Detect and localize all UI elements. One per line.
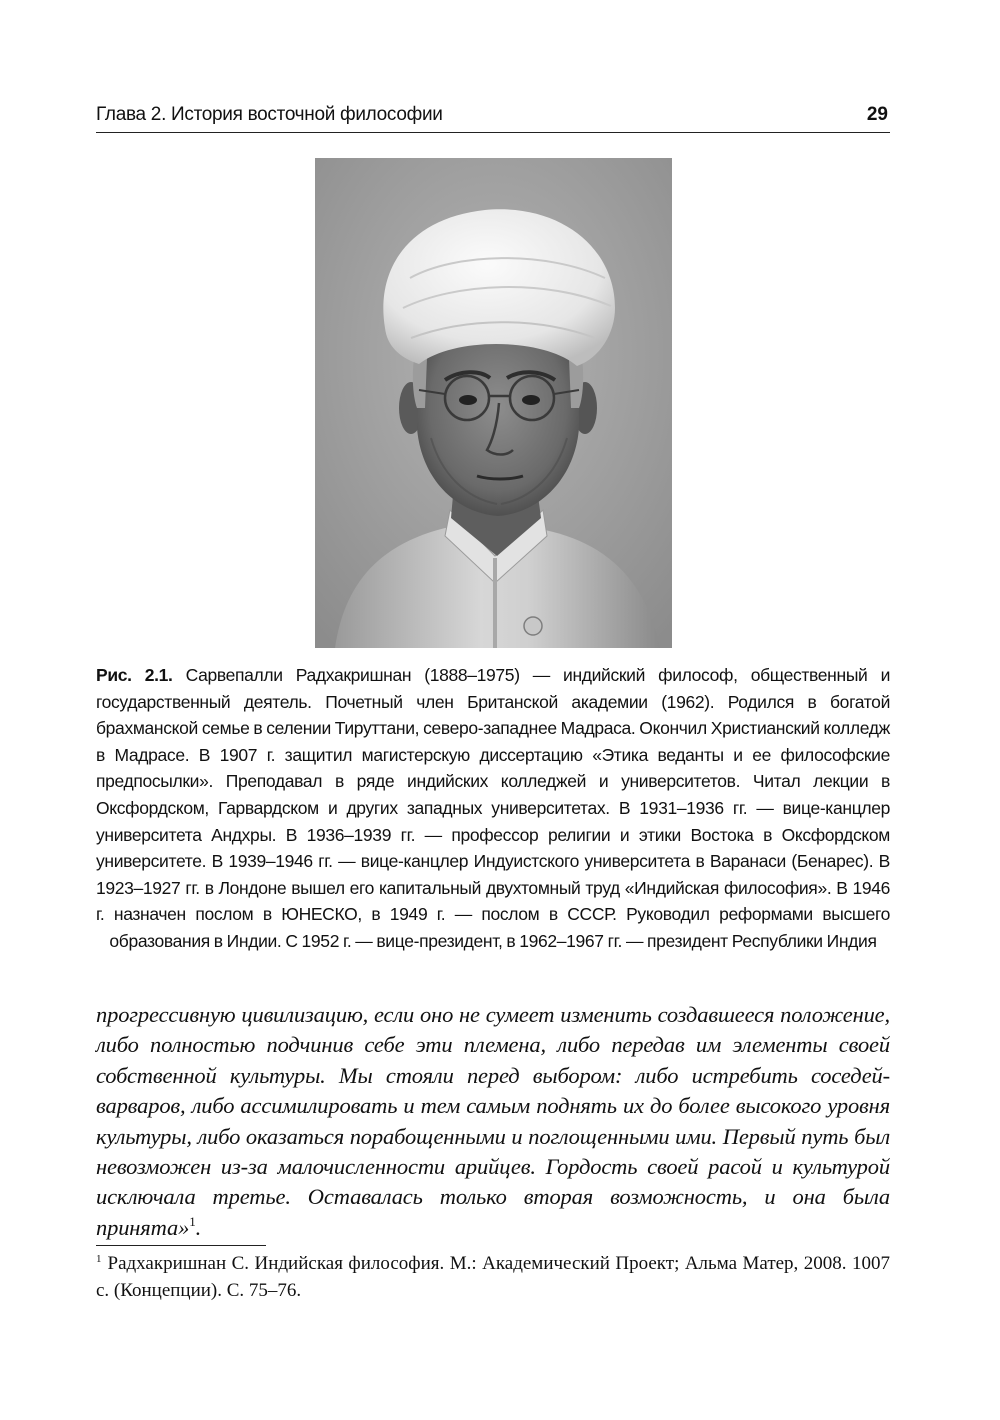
figure-caption [96,662,890,955]
footnote-reference: 1 [189,1213,196,1229]
page-number: 29 [866,104,888,125]
figure-caption-text: Сарвепалли Радхакришнан (1888–1975) — индийский философ, общественный и государственный деятель. Почетный член Британской академии (1962). Родился в богатой брахманской семье в селении Тируттани, северо-западнее Мадраса. Окончил Христианский колледж в Мадрасе. В 1907 г. защитил магистерскую диссертацию «Этика веданты и ее философские предпосылки». Преподавал в ряде индийских колледжей и университетов. Читал лекции в Оксфордском, Гарвардском и других западных университетах. В 1931–1936 гг. — вице-канцлер университета Андхры. В 1936–1939 гг. — профессор религии и этики Востока в Оксфордском университете. В 1939–1946 гг. — вице-канцлер Индуистского университета в Варанаси (Бенарес). В 1923–1927 гг. в Лондоне вышел его капитальный двухтомный труд «Индийская философия». В 1946 г. назначен послом в ЮНЕСКО, в 1949 г. — послом в СССР. Руководил реформами высшего образования в Индии. С 1952 г. — вице-президент, в 1962–1967 гг. — президент Республики Индия [96,665,890,951]
quote-end: . [195,1214,202,1240]
portrait-photo [315,158,672,648]
quote-paragraph [96,1000,890,1243]
figure-label: Рис. 2.1. [96,665,173,685]
footnote [96,1250,890,1304]
header-divider [96,132,890,133]
quote-text: прогрессивную цивилизацию, если оно не сумеет изменить создавшееся положение, либо полностью подчинив себе эти племена, либо передав им элементы своей собственной культуры. Мы стояли перед выбором: либо истребить соседей-варваров, либо ассимилировать и тем самым поднять их до более высокого уровня культуры, либо оказаться порабощенными и поглощенными ими. Первый путь был невозможен из-за малочисленности арийцев. Гордость своей расой и культурой исключала третье. Оставалась только вторая возможность, и она была принята» [96,1002,890,1240]
footnote-number: 1 [96,1253,102,1265]
footnote-text: Радхакришнан С. Индийская философия. М.: Академический Проект; Альма Матер, 2008. 1007 с. (Концепции). С. 75–76. [96,1253,890,1301]
running-head [96,104,890,134]
chapter-title: Глава 2. История восточной философии [96,104,443,125]
footnote-divider [96,1245,266,1246]
